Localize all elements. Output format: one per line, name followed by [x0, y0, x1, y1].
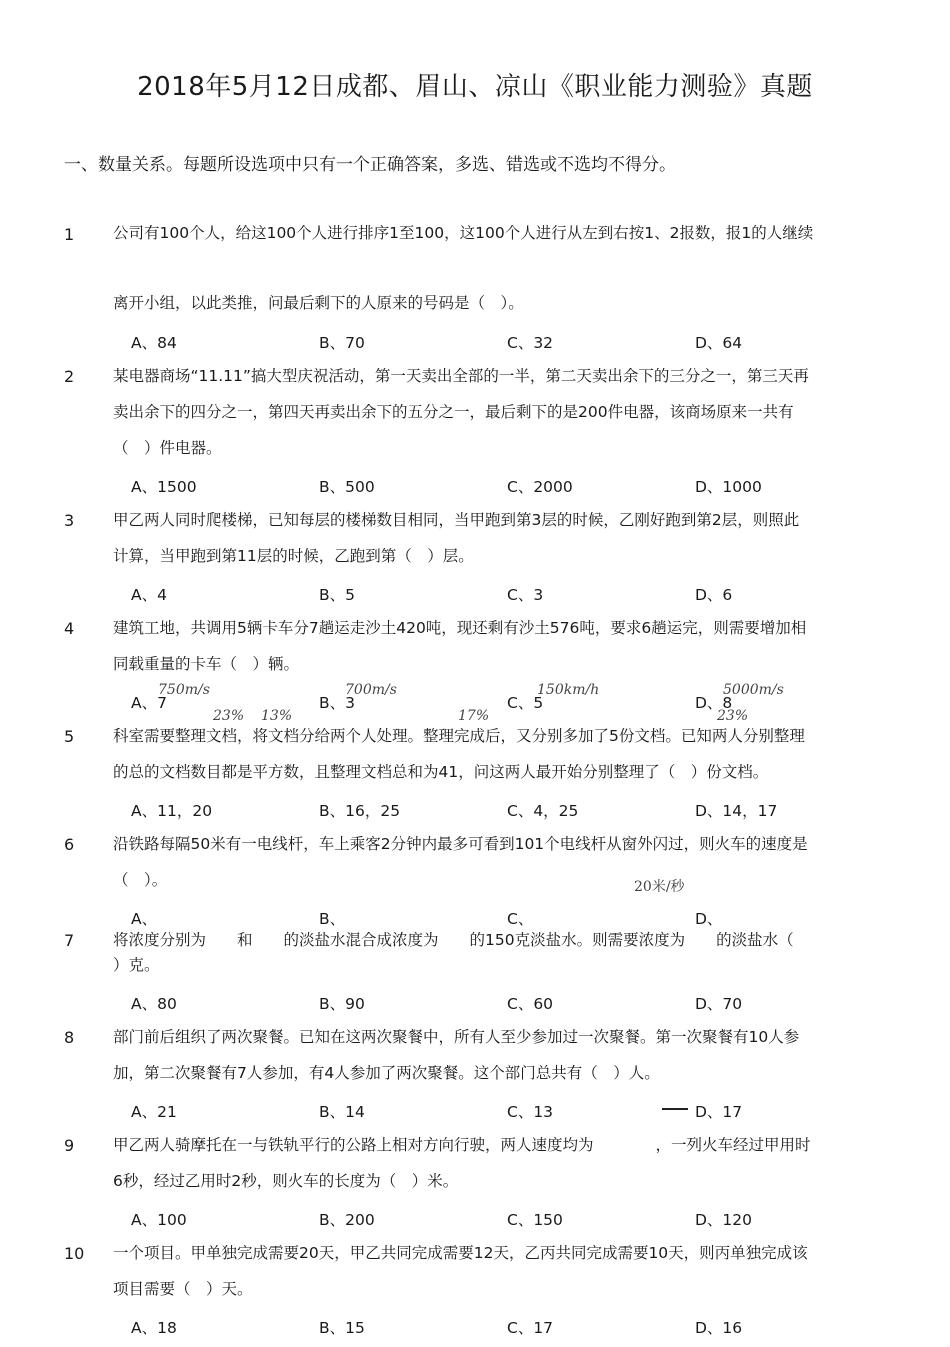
option-d: D、8 — [695, 694, 733, 712]
option-c: C、13 — [507, 1103, 554, 1121]
option-b: B、16，25 — [319, 802, 401, 820]
option-b: B、70 — [319, 334, 365, 352]
option-b: B、90 — [319, 995, 365, 1013]
option-d: D、16 — [695, 1319, 743, 1337]
option-a: A、4 — [131, 586, 167, 604]
question-text-line: 将浓度分别为 和 的淡盐水混合成浓度为 的150克淡盐水。则需要浓度为 的淡盐水（ — [113, 931, 794, 949]
question-number: 6 — [64, 835, 75, 854]
option-c: C、 — [507, 910, 534, 928]
q7-percent-1: 23% — [213, 708, 245, 724]
option-b: B、200 — [319, 1211, 375, 1229]
option-c: C、4，25 — [507, 802, 579, 820]
question-number: 8 — [64, 1028, 75, 1047]
question-text-line: （ ）。 — [113, 871, 168, 889]
option-a: A、1500 — [131, 478, 197, 496]
question-text-line: 的总的文档数目都是平方数，且整理文档总和为41，问这两人最开始分别整理了（ ）份文档。 — [113, 763, 769, 781]
section-heading: 一、数量关系。每题所设选项中只有一个正确答案，多选、错选或不选均不得分。 — [64, 155, 676, 175]
question-number: 3 — [64, 511, 75, 530]
option-a: A、 — [131, 910, 158, 928]
question-number: 5 — [64, 727, 75, 746]
option-d: D、120 — [695, 1211, 753, 1229]
question-number: 2 — [64, 367, 75, 386]
question-text-line: 离开小组，以此类推，问最后剩下的人原来的号码是（ ）。 — [113, 294, 524, 312]
option-d: D、 — [695, 910, 723, 928]
option-a: A、18 — [131, 1319, 177, 1337]
question-text-line: 卖出余下的四分之一，第四天再卖出余下的五分之一，最后剩下的是200件电器，该商场原来一共有 — [113, 403, 794, 421]
question-number: 10 — [64, 1244, 85, 1263]
option-b: B、14 — [319, 1103, 365, 1121]
option-a: A、11，20 — [131, 802, 213, 820]
question-text-line: 同载重量的卡车（ ）辆。 — [113, 655, 300, 673]
option-c: C、150 — [507, 1211, 563, 1229]
option-a: A、7 — [131, 694, 167, 712]
option-d: D、17 — [695, 1103, 743, 1121]
question-text-line: 甲乙两人骑摩托在一与铁轨平行的公路上相对方向行驶，两人速度均为 ，一列火车经过甲用时 — [113, 1136, 811, 1154]
option-b: B、500 — [319, 478, 375, 496]
option-b: B、3 — [319, 694, 355, 712]
question-text-line: （ ）件电器。 — [113, 439, 222, 457]
question-number: 4 — [64, 619, 75, 638]
option-c: C、5 — [507, 694, 544, 712]
option-a: A、80 — [131, 995, 177, 1013]
q6-option-c-value: 150km/h — [537, 682, 600, 698]
option-d: D、64 — [695, 334, 743, 352]
question-text-line: 6秒，经过乙用时2秒，则火车的长度为（ ）米。 — [113, 1172, 459, 1190]
question-text-line: 加，第二次聚餐有7人参加，有4人参加了两次聚餐。这个部门总共有（ ）人。 — [113, 1064, 660, 1082]
option-a: A、100 — [131, 1211, 187, 1229]
question-number: 7 — [64, 931, 75, 950]
option-b: B、5 — [319, 586, 355, 604]
option-b: B、15 — [319, 1319, 365, 1337]
question-text-line: 公司有100个人，给这100个人进行排序1至100，这100个人进行从左到右按1、2报数，报1的人继续 — [113, 224, 814, 242]
option-c: C、3 — [507, 586, 544, 604]
option-d: D、14，17 — [695, 802, 778, 820]
option-c: C、17 — [507, 1319, 554, 1337]
question-number: 9 — [64, 1136, 75, 1155]
option-d: D、1000 — [695, 478, 762, 496]
question-text-line: 甲乙两人同时爬楼梯，已知每层的楼梯数目相同，当甲跑到第3层的时候，乙刚好跑到第2层，则照此 — [113, 511, 800, 529]
question-number: 1 — [64, 225, 75, 244]
option-a: A、21 — [131, 1103, 177, 1121]
option-a: A、84 — [131, 334, 177, 352]
question-text-line: 计算，当甲跑到第11层的时候，乙跑到第（ ）层。 — [113, 547, 474, 565]
question-text-line: 部门前后组织了两次聚餐。已知在这两次聚餐中，所有人至少参加过一次聚餐。第一次聚餐有10人参 — [113, 1028, 800, 1046]
question-text-line: 某电器商场“11.11”搞大型庆祝活动，第一天卖出全部的一半，第二天卖出余下的三分之一，第三天再 — [113, 367, 809, 385]
option-c: C、2000 — [507, 478, 573, 496]
q6-option-d-value: 5000m/s — [723, 682, 784, 698]
q7-percent-4: 23% — [717, 708, 749, 724]
question-text-line: ）克。 — [113, 956, 160, 974]
question-text-line: 建筑工地，共调用5辆卡车分7趟运走沙土420吨，现还剩有沙土576吨，要求6趟运完，则需要增加相 — [113, 619, 807, 637]
question-text-line: 一个项目。甲单独完成需要20天，甲乙共同完成需要12天，乙丙共同完成需要10天，则丙单独完成该 — [113, 1244, 808, 1262]
dash-mark — [662, 1108, 688, 1110]
option-d: D、6 — [695, 586, 733, 604]
q6-option-b-value: 700m/s — [345, 682, 397, 698]
q7-percent-2: 13% — [261, 708, 293, 724]
option-c: C、60 — [507, 995, 554, 1013]
page-title: 2018年5月12日成都、眉山、凉山《职业能力测验》真题 — [137, 72, 813, 102]
question-text-line: 沿铁路每隔50米有一电线杆，车上乘客2分钟内最多可看到101个电线杆从窗外闪过，则火车的速度是 — [113, 835, 808, 853]
option-b: B、 — [319, 910, 346, 928]
q9-speed-value: 20米/秒 — [634, 879, 685, 895]
q6-option-a-value: 750m/s — [158, 682, 210, 698]
option-c: C、32 — [507, 334, 554, 352]
question-text-line: 项目需要（ ）天。 — [113, 1280, 253, 1298]
option-d: D、70 — [695, 995, 743, 1013]
question-text-line: 科室需要整理文档，将文档分给两个人处理。整理完成后，又分别多加了5份文档。已知两人分别整理 — [113, 727, 805, 745]
q7-percent-3: 17% — [458, 708, 490, 724]
